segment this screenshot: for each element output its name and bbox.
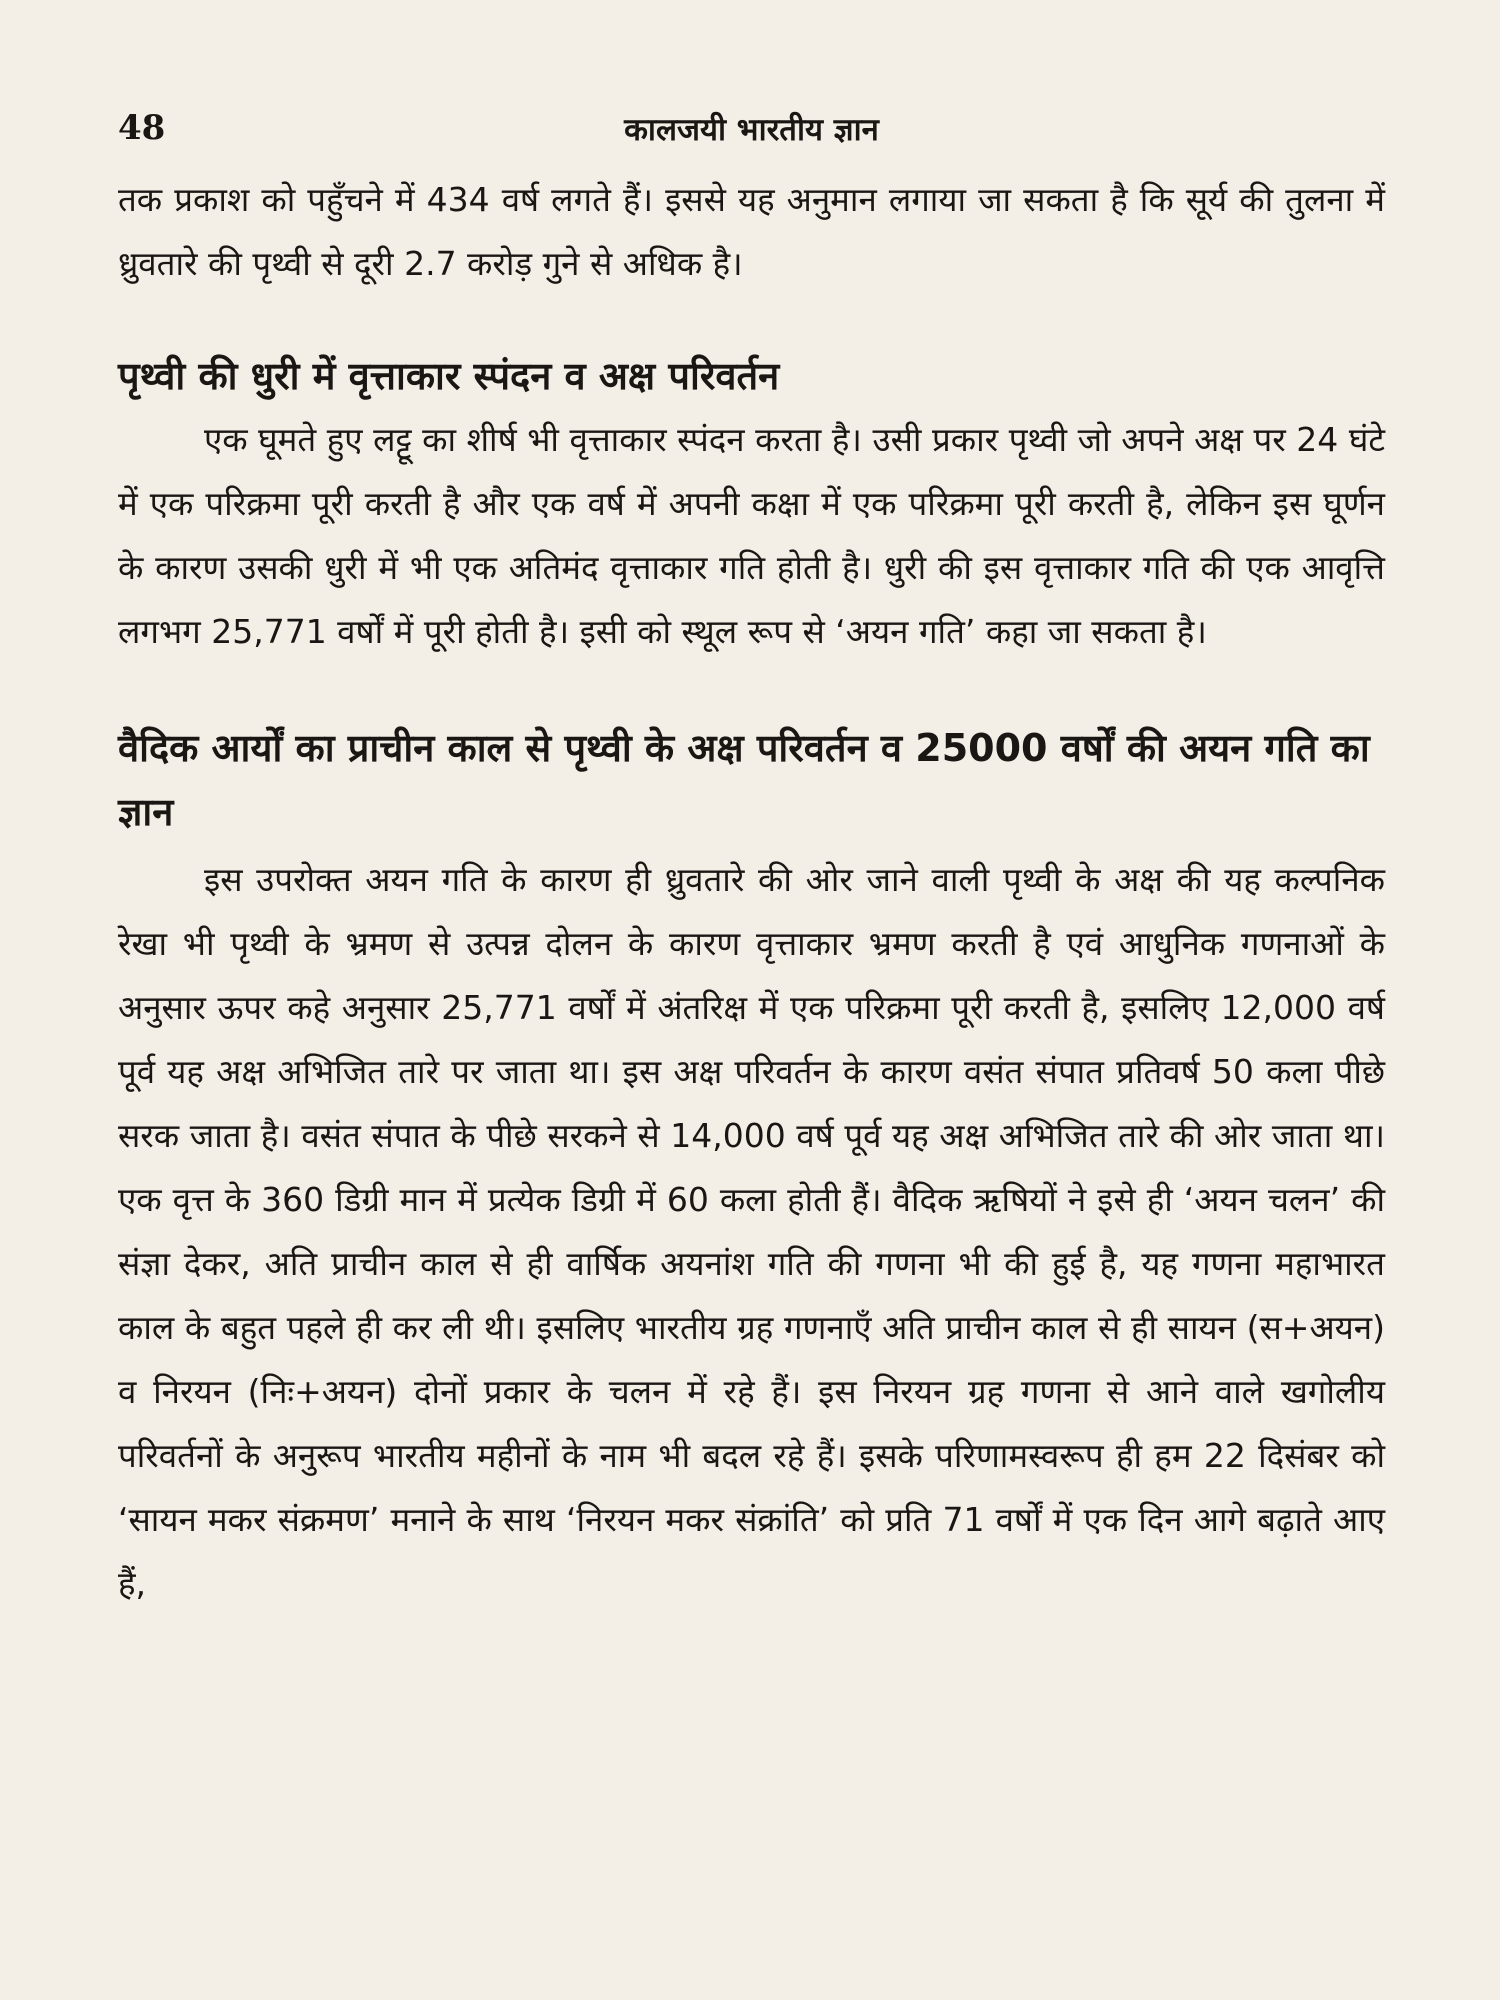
running-header bbox=[118, 108, 1385, 168]
section-heading-axis-precession: पृथ्वी की धुरी में वृत्ताकार स्पंदन व अक्ष परिवर्तन bbox=[118, 354, 780, 398]
page-number: 48 bbox=[118, 108, 166, 148]
section-paragraph-axis-precession: एक घूमते हुए लट्टू का शीर्ष भी वृत्ताकार स्पंदन करता है। उसी प्रकार पृथ्वी जो अपने अक्ष पर 24 घंटे में एक परिक्रमा पूरी करती है और एक वर्ष में अपनी कक्षा में एक परिक्रमा पूरी करती है, लेकिन इस घूर्णन के कारण उसकी धुरी में भी एक अतिमंद वृत्ताकार गति होती है। धुरी की इस वृत्ताकार गति की एक आवृत्ति लगभग 25,771 वर्षों में पूरी होती है। इसी को स्थूल रूप से ‘अयन गति’ कहा जा सकता है। bbox=[118, 420, 1385, 651]
section-paragraph-vedic-knowledge: इस उपरोक्त अयन गति के कारण ही ध्रुवतारे की ओर जाने वाली पृथ्वी के अक्ष की यह कल्पनिक रेखा भी पृथ्वी के भ्रमण से उत्पन्न दोलन के कारण वृत्ताकार भ्रमण करती है एवं आधुनिक गणनाओं के अनुसार ऊपर कहे अनुसार 25,771 वर्षों में अंतरिक्ष में एक परिक्रमा पूरी करती है, इसलिए 12,000 वर्ष पूर्व यह अक्ष अभिजित तारे पर जाता था। इस अक्ष परिवर्तन के कारण वसंत संपात प्रतिवर्ष 50 कला पीछे सरक जाता है। वसंत संपात के पीछे सरकने से 14,000 वर्ष पूर्व यह अक्ष अभिजित तारे की ओर जाता था। एक वृत्त के 360 डिग्री मान में प्रत्येक डिग्री में 60 कला होती हैं। वैदिक ऋषियों ने इसे ही ‘अयन चलन’ की संज्ञा देकर, अति प्राचीन काल से ही वार्षिक अयनांश गति की गणना भी की हुई है, यह गणना महाभारत काल के बहुत पहले ही कर ली थी। इसलिए भारतीय ग्रह गणनाएँ अति प्राचीन काल से ही सायन (स+अयन) व निरयन (निः+अयन) दोनों प्रकार के चलन में रहे हैं। इस निरयन ग्रह गणना से आने वाले खगोलीय परिवर्तनों के अनुरूप भारतीय महीनों के नाम भी बदल रहे हैं। इसके परिणामस्वरूप ही हम 22 दिसंबर को ‘सायन मकर संक्रमण’ मनाने के साथ ‘निरयन मकर संक्रांति’ को प्रति 71 वर्षों में एक दिन आगे बढ़ाते आए हैं, bbox=[118, 860, 1385, 1603]
book-title: कालजयी भारतीय ज्ञान bbox=[624, 112, 879, 148]
section-heading-vedic-knowledge: वैदिक आर्यों का प्राचीन काल से पृथ्वी के अक्ष परिवर्तन व 25000 वर्षों की अयन गति का ज्ञान bbox=[118, 726, 1370, 834]
section-spacer bbox=[118, 296, 1385, 344]
intro-paragraph: तक प्रकाश को पहुँचने में 434 वर्ष लगते हैं। इससे यह अनुमान लगाया जा सकता है कि सूर्य की तुलना में ध्रुवतारे की पृथ्वी से दूरी 2.7 करोड़ गुने से अधिक है। bbox=[118, 180, 1385, 283]
section-spacer bbox=[118, 664, 1385, 716]
